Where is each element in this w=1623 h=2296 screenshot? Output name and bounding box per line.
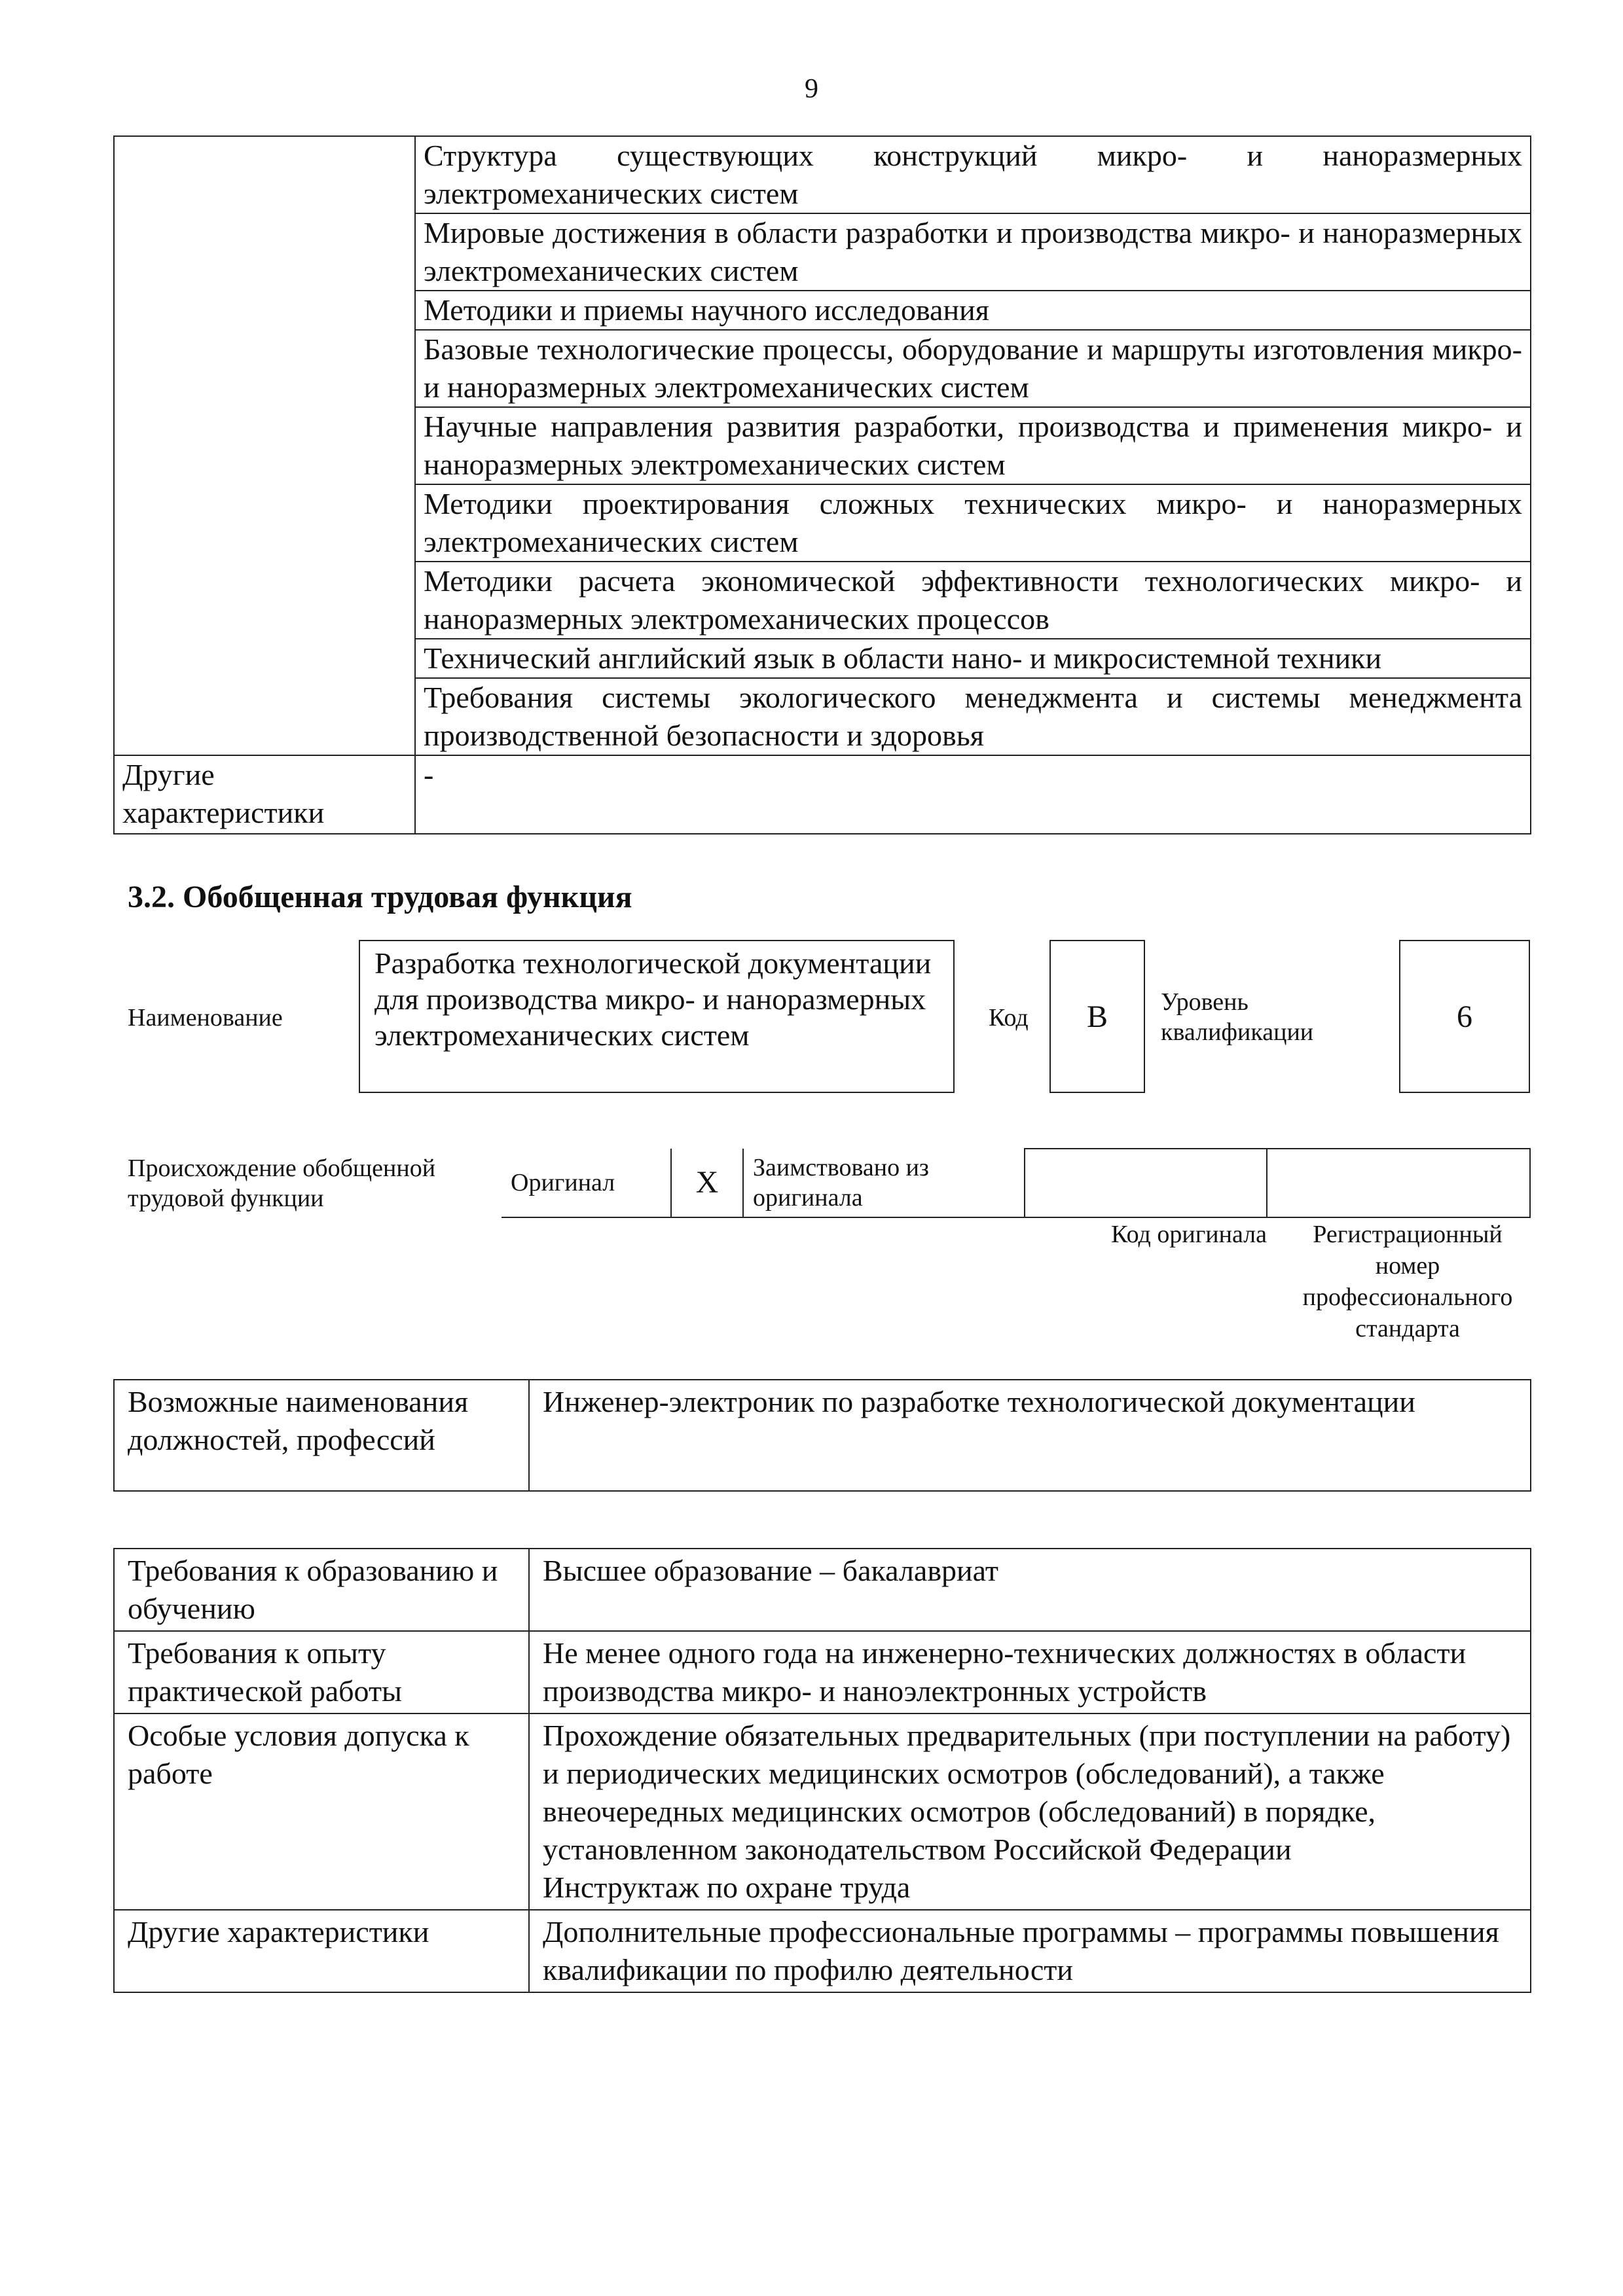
function-name-box: Разработка технологической документации для производства микро- и наноразмерных электромеханических систем [359, 940, 955, 1093]
registration-caption: Регистрационный номер профессионального стандарта [1302, 1221, 1513, 1342]
code-caption: Код оригинала [1111, 1221, 1267, 1248]
code-label: Код [989, 1004, 1029, 1031]
requirement-label: Особые условия допуска к работе [114, 1713, 529, 1910]
table-row [114, 1631, 1531, 1713]
positions-value: Инженер-электроник по разработке технологической документации [529, 1380, 1531, 1491]
table-row [501, 1149, 1530, 1217]
level-label: Уровень квалификации [1161, 988, 1314, 1046]
requirement-value: Прохождение обязательных предварительных (при поступлении на работу) и периодических медицинских осмотров (обследований), а также внеочередных медицинских осмотров (обследований) в порядке, установленном законодательством Российской Федерации [543, 1719, 1511, 1866]
positions-table [113, 1379, 1531, 1492]
knowledge-item: Методики и приемы научного исследования [415, 291, 1531, 330]
table-row [114, 1380, 1531, 1491]
original-mark: X [671, 1149, 743, 1217]
requirement-value: Высшее образование – бакалавриат [529, 1549, 1531, 1631]
knowledge-table [113, 135, 1531, 834]
origin-label: Происхождение обобщенной трудовой функции [128, 1155, 436, 1212]
knowledge-item: Научные направления развития разработки, производства и применения микро- и наноразмерных электромеханических систем [415, 407, 1531, 484]
name-label: Наименование [128, 1004, 283, 1031]
requirements-table [113, 1548, 1531, 1993]
requirement-value: Дополнительные профессиональные программы – программы повышения квалификации по профилю деятельности [529, 1910, 1531, 1992]
table-row [114, 1910, 1531, 1992]
table-row [114, 1713, 1531, 1910]
requirement-label: Требования к образованию и обучению [114, 1549, 529, 1631]
knowledge-item: Технический английский язык в области нано- и микросистемной техники [415, 639, 1531, 678]
page-number: 9 [805, 74, 818, 104]
positions-label: Возможные наименования должностей, профессий [114, 1380, 529, 1491]
knowledge-item: Структура существующих конструкций микро- и наноразмерных электромеханических систем [415, 136, 1531, 213]
knowledge-item: Базовые технологические процессы, оборудование и маршруты изготовления микро- и наноразмерных электромеханических систем [415, 330, 1531, 407]
section-title: 3.2. Обобщенная трудовая функция [128, 880, 632, 914]
original-label: Оригинал [501, 1149, 671, 1217]
knowledge-item: Мировые достижения в области разработки и производства микро- и наноразмерных электромеханических систем [415, 213, 1531, 291]
level-value-box: 6 [1399, 940, 1530, 1093]
knowledge-item: Методики проектирования сложных технических микро- и наноразмерных электромеханических систем [415, 484, 1531, 562]
requirement-value-cell [529, 1713, 1531, 1910]
original-code-cell [1025, 1149, 1267, 1217]
other-characteristics-value: - [415, 755, 1531, 834]
requirement-label: Требования к опыту практической работы [114, 1631, 529, 1713]
table-row [114, 1549, 1531, 1631]
knowledge-item: Методики расчета экономической эффективности технологических микро- и наноразмерных электромеханических процессов [415, 562, 1531, 639]
requirement-value-extra: Инструктаж по охране труда [543, 1871, 911, 1904]
code-value-box: B [1049, 940, 1145, 1093]
other-characteristics-label: Другие характеристики [114, 755, 415, 834]
borrowed-label: Заимствовано из оригинала [743, 1149, 1025, 1217]
knowledge-item: Требования системы экологического менеджмента и системы менеджмента производственной безопасности и здоровья [415, 678, 1531, 755]
knowledge-label-cell [114, 136, 415, 755]
requirement-label: Другие характеристики [114, 1910, 529, 1992]
registration-number-cell [1267, 1149, 1530, 1217]
origin-table [501, 1148, 1531, 1218]
table-row [114, 755, 1531, 834]
requirement-value: Не менее одного года на инженерно-технических должностях в области производства микро- и наноэлектронных устройств [529, 1631, 1531, 1713]
table-row [114, 136, 1531, 213]
